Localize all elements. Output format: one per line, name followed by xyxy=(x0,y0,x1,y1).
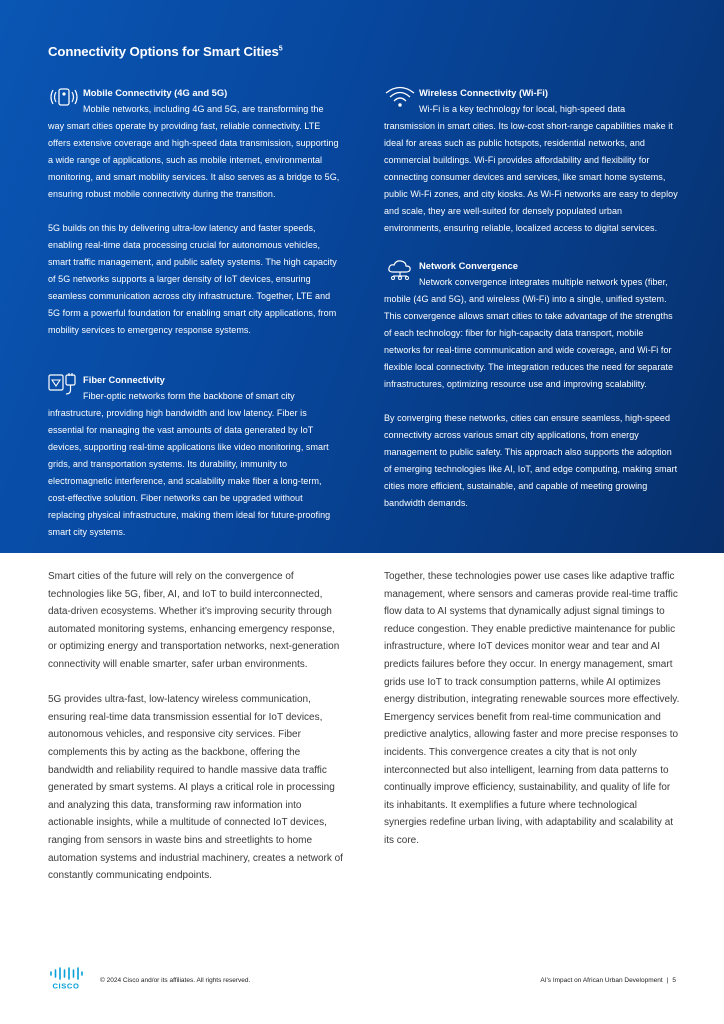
hero-title: Connectivity Options for Smart Cities$^5$ xyxy=(48,44,283,59)
body-column-left xyxy=(48,568,344,885)
section-mobile xyxy=(48,84,340,339)
document-title: AI’s Impact on African Urban Development xyxy=(540,977,663,984)
page-number: 5 xyxy=(672,977,676,984)
body-paragraph: Together, these technologies power use cases like adaptive traffic management, where sensors and cameras provide real-time traffic flow data to AI systems that dynamically adjust signal timings to reduce congestion. They enable predictive maintenance for public infrastructure, where IoT devices monitor wear and tear and AI predicts failures before they occur. In energy management, smart grids use IoT to track consumption patterns, while AI optimizes energy distribution, integrating renewable sources more effectively. Emergency services benefit from real-time communication and predictive analytics, allowing faster and more precise responses to incidents. This convergence creates a city that is not only interconnected but also intelligent, learning from data patterns to continually improve efficiency, sustainability, and quality of life for its inhabitants. It exemplifies a future where technological synergies redefine urban living, with adaptability and scalability at its core. xyxy=(384,571,680,846)
section-paragraph: Mobile networks, including 4G and 5G, are transforming the way smart cities operate by providing fast, reliable connectivity. LTE offers extensive coverage and high-speed data transmission, supporting a wide range of applications, such as mobile internet, environmental monitoring, and smart mobility services. It also serves as a bridge to 5G, ensuring robust mobile connectivity during the transition. xyxy=(48,104,340,199)
cisco-logo-icon xyxy=(48,966,84,990)
section-heading: Network Convergence xyxy=(419,260,518,271)
section-convergence xyxy=(384,257,678,512)
section-paragraph: Network convergence integrates multiple network types (fiber, mobile (4G and 5G), and wireless (Wi-Fi) into a single, unified system. This convergence allows smart cities to take advantage of the strengths of each technology: fiber for high-capacity data transport, mobile networks for real-time communication and wide coverage, and Wi-Fi for flexible local connectivity. The integration reduces the need for separate infrastructures, optimizing resource use and improving scalability. xyxy=(384,277,674,389)
section-paragraph: 5G builds on this by delivering ultra-low latency and faster speeds, enabling real-time data processing crucial for autonomous vehicles, smart traffic management, and public safety systems. The high capacity of 5G networks supports a larger density of IoT devices, ensuring seamless communication across city infrastructure. Together, LTE and 5G form a powerful foundation for enabling smart city applications, from mobility services to emergency response systems. xyxy=(48,223,337,335)
copyright-text: © 2024 Cisco and/or its affiliates. All rights reserved. xyxy=(100,977,251,984)
page-footer xyxy=(0,960,724,1000)
section-wifi xyxy=(384,84,678,237)
cisco-logo-text: CISCO xyxy=(52,981,80,990)
body-column-right xyxy=(384,568,680,850)
page-info xyxy=(540,977,676,984)
section-paragraph: Fiber-optic networks form the backbone of smart city infrastructure, providing high bandwidth and low latency. Fiber is essential for managing the vast amounts of data generated by IoT devices, supporting real-time applications like video monitoring, smart grids, and transportation systems. Its durability, immunity to electromagnetic interference, and scalability make fiber a long-term, cost-effective solution. Fiber networks can be upgraded without replacing physical infrastructure, making them ideal for future-proofing smart city systems. xyxy=(48,391,331,537)
footer-separator: | xyxy=(666,977,669,984)
section-paragraph: By converging these networks, cities can ensure seamless, high-speed connectivity across various smart city applications, from energy management to public safety. This approach also supports the adoption of emerging technologies like AI, IoT, and edge computing, making smart cities more efficient, sustainable, and capable of meeting growing bandwidth demands. xyxy=(384,413,678,508)
body-paragraph: Smart cities of the future will rely on the convergence of technologies like 5G, fiber, AI, and IoT to build interconnected, data-driven ecosystems. Whether it’s improving security through automated monitoring systems, enhancing emergency response, or optimizing energy and transportation networks, next-generation connectivity will enable smarter, safer urban environments. xyxy=(48,571,340,670)
footnote-marker: 5 xyxy=(278,45,283,53)
fiber-cable-icon xyxy=(48,372,80,396)
section-fiber xyxy=(48,371,340,541)
section-heading: Wireless Connectivity (Wi-Fi) xyxy=(419,87,549,98)
cloud-network-icon xyxy=(384,257,416,281)
mobile-signal-icon xyxy=(48,85,80,109)
section-heading: Mobile Connectivity (4G and 5G) xyxy=(83,87,228,98)
wifi-icon xyxy=(384,84,416,108)
section-heading: Fiber Connectivity xyxy=(83,374,165,385)
section-paragraph: Wi-Fi is a key technology for local, high-speed data transmission in smart cities. Its low-cost short-range capabilities make it ideal for areas such as public hotspots, residential networks, and commercial buildings. Wi-Fi provides affordability and flexibility for connecting consumer devices and services, like smart home systems, public Wi-Fi zones, and city kiosks. As Wi-Fi networks are easy to deploy and scale, they are well-suited for densely populated urban environments, ensuring reliable, localized access to digital services. xyxy=(384,104,678,233)
body-paragraph: 5G provides ultra-fast, low-latency wireless communication, ensuring real-time data transmission essential for IoT devices, autonomous vehicles, and responsive city services. Fiber complements this by acting as the backbone, offering the bandwidth and reliability required to handle massive data traffic generated by smart systems. AI plays a critical role in processing and analyzing this data, transforming raw information into actionable insights, while a multitude of connected IoT devices, ranging from sensors in waste bins and streetlights to home automation systems and industrial machinery, creates a network of constantly communicating endpoints. xyxy=(48,694,343,882)
